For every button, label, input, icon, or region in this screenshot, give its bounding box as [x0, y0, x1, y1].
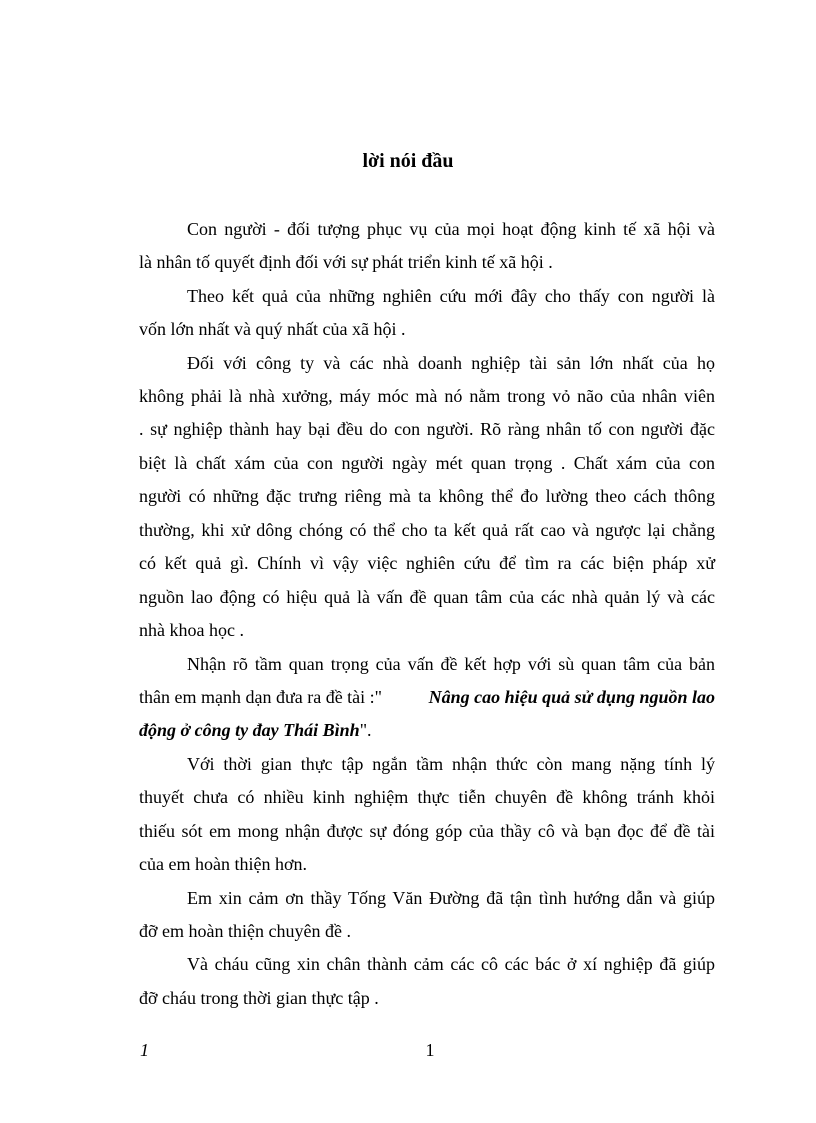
text-line: Với thời gian thực tập ngắn tầm nhận thức còn mang nặng tính lý: [187, 754, 715, 774]
text-span: ".: [359, 720, 372, 740]
text-span: thân em mạnh dạn đưa ra đề tài :": [139, 687, 383, 707]
text-line: biệt là chất xám của con người ngày mét quan trọng . Chất xám của con: [139, 453, 715, 473]
text-line: thiếu sót em mong nhận được sự đóng góp của thầy cô và bạn đọc để đề tài: [139, 821, 715, 841]
footer-page-number-left: 1: [140, 1040, 149, 1060]
footer-page-number: 1: [425, 1040, 435, 1060]
project-title-part2: động ở công ty đay Thái Bình: [139, 720, 360, 740]
text-line: [139, 685, 715, 709]
text-line: đỡ em hoàn thiện chuyên đề .: [139, 921, 351, 941]
text-line: là nhân tố quyết định đối với sự phát triển kinh tế xã hội .: [139, 252, 553, 272]
text-line: [139, 718, 372, 742]
text-line: nguồn lao động có hiệu quả là vấn đề quan tâm của các nhà quản lý và các: [139, 587, 715, 607]
page-title: lời nói đầu: [362, 150, 454, 172]
text-line: đỡ cháu trong thời gian thực tập .: [139, 988, 379, 1008]
text-line: Con người - đối tượng phục vụ của mọi hoạt động kinh tế xã hội và: [187, 219, 715, 239]
text-line: . sự nghiệp thành hay bại đều do con người. Rõ ràng nhân tố con người đặc: [139, 419, 715, 439]
text-line: nhà khoa học .: [139, 620, 244, 640]
text-line: của em hoàn thiện hơn.: [139, 854, 307, 874]
text-line: người có những đặc trưng riêng mà ta không thể đo lường theo cách thông: [139, 486, 715, 506]
text-line: Và cháu cũng xin chân thành cảm các cô các bác ở xí nghiệp đã giúp: [187, 954, 715, 974]
text-line: Nhận rõ tầm quan trọng của vấn đề kết hợp với sù quan tâm của bản: [187, 654, 715, 674]
text-line: vốn lớn nhất và quý nhất của xã hội .: [139, 319, 406, 339]
text-line: Em xin cảm ơn thầy Tống Văn Đường đã tận tình hướng dẫn và giúp: [187, 888, 715, 908]
text-line: không phải là nhà xưởng, máy móc mà nó nằm trong vỏ não của nhân viên: [139, 386, 715, 406]
text-line: Theo kết quả của những nghiên cứu mới đây cho thấy con người là: [187, 286, 715, 306]
text-line: thường, khi xử dông chóng có thể cho ta kết quả rất cao và ngược lại chẳng: [139, 520, 715, 540]
text-line: Đối với công ty và các nhà doanh nghiệp tài sản lớn nhất của họ: [187, 353, 715, 373]
project-title-part1: Nâng cao hiệu quả sử dụng nguồn lao: [428, 687, 715, 707]
text-line: có kết quả gì. Chính vì vậy việc nghiên cứu để tìm ra các biện pháp xử: [139, 553, 715, 573]
text-line: thuyết chưa có nhiều kinh nghiệm thực tiễn chuyên đề không tránh khỏi: [139, 787, 715, 807]
